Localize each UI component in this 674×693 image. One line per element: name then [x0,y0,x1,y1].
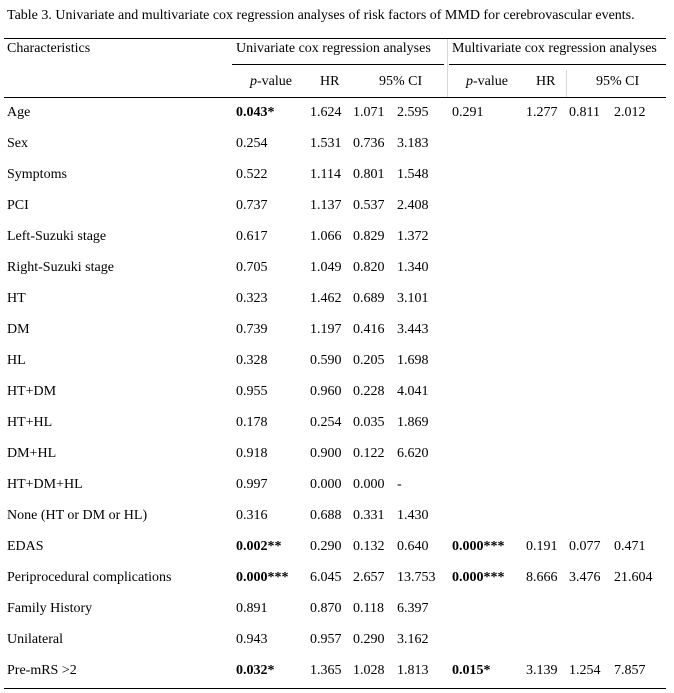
univariate-hr: 0.870 [310,601,342,616]
univariate-p-value: 0.705 [236,260,268,275]
multivariate-hr: 3.139 [526,663,558,678]
row-label: Sex [7,136,28,151]
univariate-ci-lower: 0.205 [353,353,385,368]
multivariate-ci-lower: 3.476 [569,570,601,585]
univariate-ci-lower: 0.820 [353,260,385,275]
univariate-ci-lower: 0.122 [353,446,385,461]
multivariate-p-value: 0.015* [452,663,491,678]
row-label: HT+DM [7,384,57,399]
univariate-ci-upper: 1.372 [397,229,429,244]
univariate-p-value: 0.032* [236,663,275,678]
univariate-hr: 1.462 [310,291,342,306]
univariate-p-value: 0.891 [236,601,268,616]
univariate-ci-upper: 3.101 [397,291,429,306]
univariate-p-value: 0.997 [236,477,268,492]
univariate-ci-lower: 0.689 [353,291,385,306]
univariate-ci-lower: 0.537 [353,198,385,213]
univariate-ci-lower: 0.132 [353,539,385,554]
univariate-p-value: 0.254 [236,136,268,151]
header-univariate-pvalue: p-value [250,74,292,89]
multivariate-p-value: 0.291 [452,105,484,120]
header-characteristics: Characteristics [7,41,91,56]
multivariate-ci-lower: 0.077 [569,539,601,554]
multivariate-p-value: 0.000*** [452,570,505,585]
multivariate-ci-upper: 7.857 [614,663,646,678]
univariate-ci-lower: 0.736 [353,136,385,151]
univariate-ci-upper: 0.640 [397,539,429,554]
multivariate-header-rule [449,64,666,65]
univariate-hr: 0.688 [310,508,342,523]
header-univariate: Univariate cox regression analyses [236,41,431,56]
multivariate-hr: 0.191 [526,539,558,554]
row-label: Right-Suzuki stage [7,260,114,275]
header-multivariate-ci: 95% CI [596,74,640,89]
row-label: HT+DM+HL [7,477,83,492]
row-label: Left-Suzuki stage [7,229,107,244]
univariate-ci-upper: 2.595 [397,105,429,120]
univariate-ci-lower: 0.228 [353,384,385,399]
univariate-p-value: 0.178 [236,415,268,430]
univariate-ci-upper: 2.408 [397,198,429,213]
multivariate-hr: 8.666 [526,570,558,585]
univariate-ci-lower: 0.290 [353,632,385,647]
row-label: Family History [7,601,93,616]
header-multivariate: Multivariate cox regression analyses [452,41,657,56]
univariate-hr: 0.900 [310,446,342,461]
univariate-p-value: 0.043* [236,105,275,120]
multivariate-ci-lower: 0.811 [569,105,600,120]
univariate-ci-upper: 1.869 [397,415,429,430]
univariate-ci-lower: 0.331 [353,508,385,523]
univariate-ci-lower: 2.657 [353,570,385,585]
univariate-p-value: 0.737 [236,198,268,213]
univariate-hr: 1.365 [310,663,342,678]
univariate-p-value: 0.522 [236,167,268,182]
row-label: Symptoms [7,167,67,182]
univariate-ci-upper: 1.548 [397,167,429,182]
row-label: Periprocedural complications [7,570,172,585]
row-label: None (HT or DM or HL) [7,508,148,523]
univariate-hr: 1.137 [310,198,342,213]
univariate-ci-upper: 6.620 [397,446,429,461]
univariate-p-value: 0.328 [236,353,268,368]
multivariate-ci-upper: 0.471 [614,539,646,554]
row-label: Age [7,105,31,120]
univariate-ci-upper: 4.041 [397,384,429,399]
univariate-ci-upper: 1.698 [397,353,429,368]
multivariate-ci-lower: 1.254 [569,663,601,678]
row-label: HT [7,291,26,306]
univariate-p-value: 0.323 [236,291,268,306]
univariate-p-value: 0.918 [236,446,268,461]
multivariate-ci-upper: 21.604 [614,570,653,585]
univariate-ci-lower: 1.028 [353,663,385,678]
univariate-hr: 0.590 [310,353,342,368]
table-top-rule [4,38,666,39]
row-label: HL [7,353,26,368]
univariate-ci-upper: 3.162 [397,632,429,647]
row-label: Pre-mRS >2 [7,663,77,678]
row-label: DM+HL [7,446,57,461]
univariate-ci-lower: 0.000 [353,477,385,492]
column-separator [566,70,567,97]
univariate-ci-lower: 1.071 [353,105,385,120]
univariate-hr: 0.000 [310,477,342,492]
univariate-hr: 0.254 [310,415,342,430]
univariate-ci-upper: - [397,477,402,492]
header-univariate-ci: 95% CI [379,74,423,89]
univariate-p-value: 0.955 [236,384,268,399]
univariate-hr: 1.049 [310,260,342,275]
multivariate-hr: 1.277 [526,105,558,120]
univariate-hr: 0.960 [310,384,342,399]
univariate-p-value: 0.002** [236,539,282,554]
univariate-p-value: 0.739 [236,322,268,337]
univariate-hr: 0.290 [310,539,342,554]
univariate-hr: 6.045 [310,570,342,585]
univariate-ci-upper: 1.813 [397,663,429,678]
row-label: DM [7,322,30,337]
univariate-p-value: 0.943 [236,632,268,647]
univariate-p-value: 0.316 [236,508,268,523]
univariate-ci-upper: 13.753 [397,570,436,585]
univariate-ci-lower: 0.035 [353,415,385,430]
header-multivariate-hr: HR [536,74,556,89]
multivariate-p-value: 0.000*** [452,539,505,554]
column-header-rule [4,97,666,98]
univariate-ci-upper: 1.430 [397,508,429,523]
column-separator [447,39,448,97]
univariate-hr: 1.197 [310,322,342,337]
univariate-ci-lower: 0.416 [353,322,385,337]
univariate-ci-upper: 1.340 [397,260,429,275]
univariate-hr: 0.957 [310,632,342,647]
row-label: EDAS [7,539,44,554]
row-label: HT+HL [7,415,53,430]
univariate-ci-lower: 0.801 [353,167,385,182]
row-label: Unilateral [7,632,63,647]
univariate-hr: 1.114 [310,167,341,182]
univariate-p-value: 0.617 [236,229,268,244]
table-bottom-rule [4,688,666,689]
univariate-ci-upper: 3.183 [397,136,429,151]
univariate-ci-upper: 3.443 [397,322,429,337]
univariate-header-rule [232,64,444,65]
header-multivariate-pvalue: p-value [466,74,508,89]
univariate-hr: 1.624 [310,105,342,120]
univariate-ci-upper: 6.397 [397,601,429,616]
univariate-ci-lower: 0.118 [353,601,384,616]
univariate-ci-lower: 0.829 [353,229,385,244]
row-label: PCI [7,198,29,213]
multivariate-ci-upper: 2.012 [614,105,646,120]
header-univariate-hr: HR [320,74,340,89]
univariate-hr: 1.066 [310,229,342,244]
univariate-p-value: 0.000*** [236,570,289,585]
table-caption: Table 3. Univariate and multivariate cox regression analyses of risk factors of MMD for cerebrovascular events. [7,8,635,23]
univariate-hr: 1.531 [310,136,342,151]
